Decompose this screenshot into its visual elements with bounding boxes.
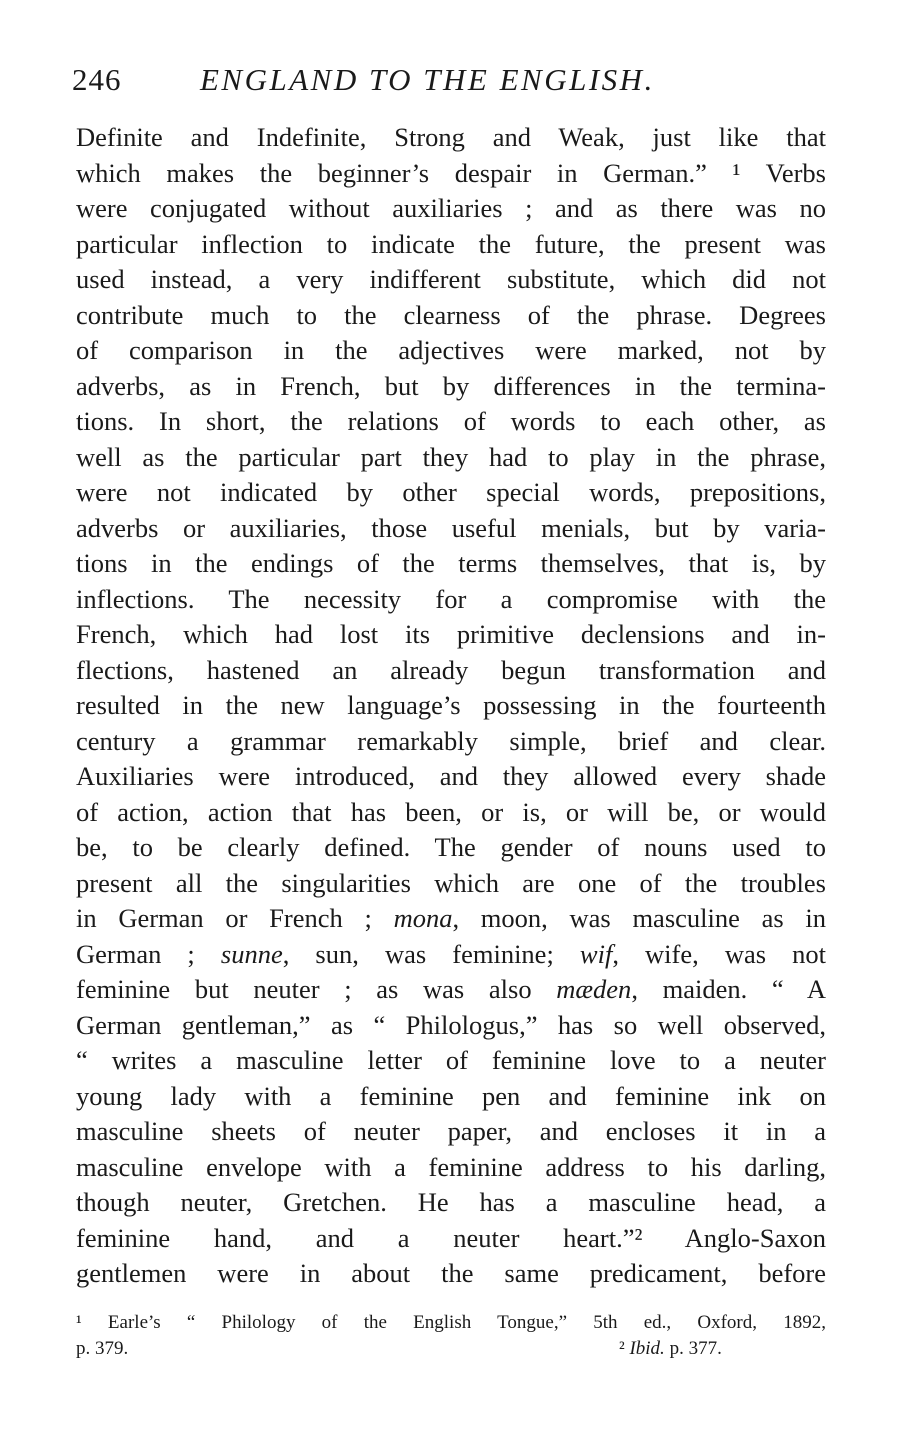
text-line: feminine hand, and a neuter heart.”² Anglo-Saxon [76, 1222, 826, 1253]
footnote-1: ¹ Earle’s “ Philology of the English Tongue,” 5th ed., Oxford, 1892, [76, 1312, 826, 1333]
text-line: tions. In short, the relations of words to each other, as [76, 406, 826, 436]
text-line: be, to be clearly defined. The gender of nouns used to [76, 832, 826, 862]
text-line: “ writes a masculine letter of feminine love to a neuter [76, 1045, 826, 1075]
text-line: resulted in the new language’s possessing in the fourteenth [76, 690, 826, 720]
text-line: of action, action that has been, or is, or will be, or would [76, 796, 826, 827]
text-line: tions in the endings of the terms themselves, that is, by [76, 548, 826, 578]
text-line: masculine sheets of neuter paper, and encloses it in a [76, 1116, 826, 1146]
text-line: century a grammar remarkably simple, brief and clear. [76, 725, 826, 756]
text-line: German gentleman,” as “ Philologus,” has so well observed, [76, 1009, 826, 1040]
text-line: though neuter, Gretchen. He has a masculine head, a [76, 1187, 826, 1217]
running-header [72, 58, 832, 102]
footnote-2-ibid: Ibid. [629, 1338, 665, 1359]
text-line: were conjugated without auxiliaries ; and as there was no [76, 193, 826, 223]
text-line: German ; sunne, sun, was feminine; wif, wife, was not [76, 938, 826, 969]
text-line: particular inflection to indicate the future, the present was [76, 228, 826, 259]
text-line: adverbs, as in French, but by differences in the termina- [76, 370, 826, 401]
text-line: feminine but neuter ; as was also mæden, maiden. “ A [76, 974, 826, 1004]
page-number: 246 [72, 62, 122, 97]
footnote-2 [619, 1336, 722, 1362]
text-line: of comparison in the adjectives were marked, not by [76, 335, 826, 365]
text-line: inflections. The necessity for a compromise with the [76, 583, 826, 614]
text-line: adverbs or auxiliaries, those useful menials, but by varia- [76, 512, 826, 543]
footnote-1-page: p. 379. [76, 1338, 129, 1359]
text-line: in German or French ; mona, moon, was masculine as in [76, 903, 826, 933]
text-line: present all the singularities which are one of the troubles [76, 867, 826, 898]
text-line: were not indicated by other special words, prepositions, [76, 477, 826, 507]
text-line: gentlemen were in about the same predicament, before [76, 1258, 826, 1288]
text-line: well as the particular part they had to play in the phrase, [76, 441, 826, 472]
footnote-2-mark: ² [619, 1338, 625, 1359]
footnotes [76, 1310, 826, 1362]
text-line: contribute much to the clearness of the phrase. Degrees [76, 299, 826, 330]
text-line: Definite and Indefinite, Strong and Weak, just like that [76, 122, 826, 152]
running-title: ENGLAND TO THE ENGLISH. [200, 62, 655, 97]
text-line: flections, hastened an already begun transformation and [76, 654, 826, 685]
text-line: used instead, a very indifferent substitute, which did not [76, 264, 826, 294]
body-text [76, 120, 826, 1292]
text-line: young lady with a feminine pen and feminine ink on [76, 1080, 826, 1111]
text-line: which makes the beginner’s despair in German.” ¹ Verbs [76, 157, 826, 188]
text-line: Auxiliaries were introduced, and they allowed every shade [76, 761, 826, 791]
text-line: French, which had lost its primitive declensions and in- [76, 619, 826, 649]
text-line: masculine envelope with a feminine address to his darling, [76, 1151, 826, 1182]
footnote-2-page: p. 377. [669, 1338, 722, 1359]
